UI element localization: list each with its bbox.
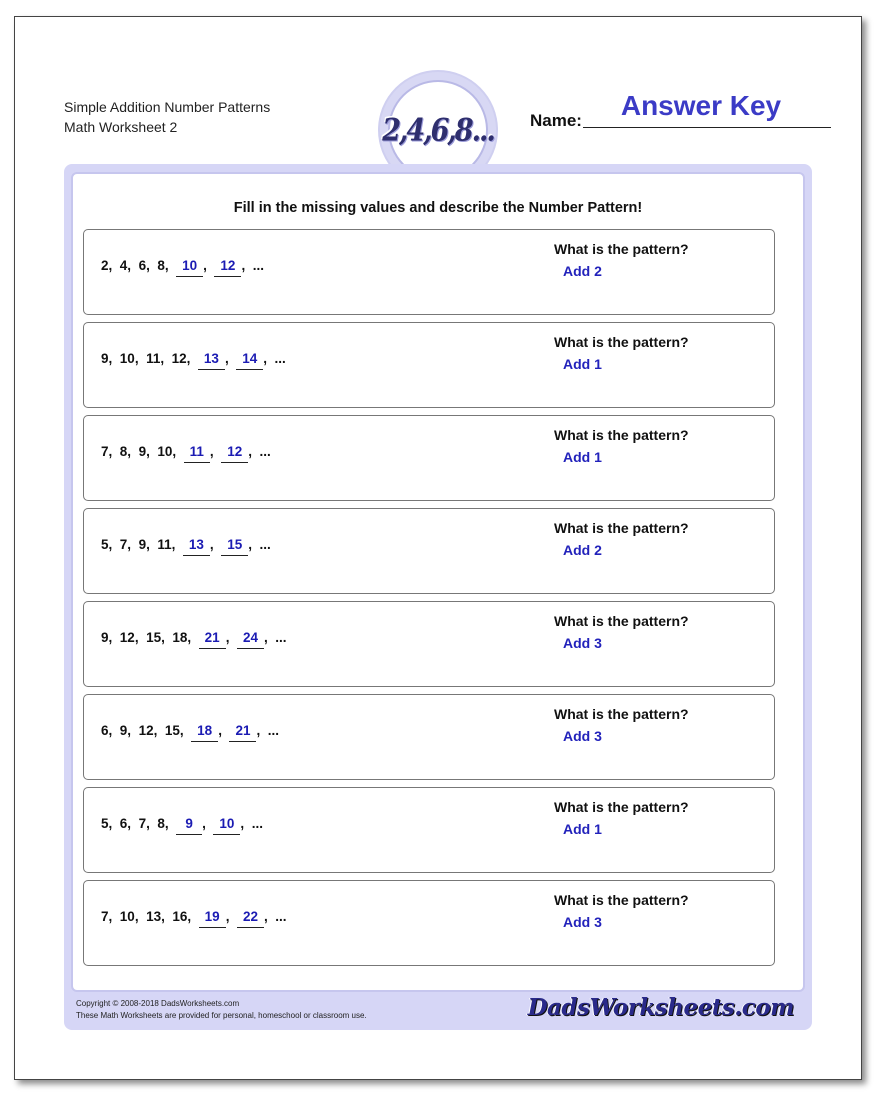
sequence-number: 15 [164, 723, 180, 738]
number-sequence: 9, 10, 11, 12, 13 , 14 , ... [101, 349, 286, 370]
name-field-line [583, 127, 831, 128]
sequence-number: 7 [101, 909, 109, 924]
pattern-answer[interactable]: Add 3 [563, 635, 602, 651]
sequence-number: 4 [119, 258, 128, 273]
answer-blank[interactable]: 12 [214, 256, 241, 277]
sequence-number: 9 [101, 351, 109, 366]
problem-box [83, 787, 775, 873]
sequence-ellipsis: ... [259, 444, 271, 459]
pattern-question: What is the pattern? [554, 613, 689, 629]
sequence-number: 6 [138, 258, 147, 273]
footer-text [76, 998, 367, 1022]
pattern-answer[interactable]: Add 2 [563, 542, 602, 558]
sequence-number: 11 [157, 537, 172, 552]
pattern-answer[interactable]: Add 1 [563, 356, 602, 372]
answer-blank[interactable]: 24 [237, 628, 264, 649]
sequence-logo-text: 2,4,6,8... [382, 112, 494, 148]
brand-logo: DadsWorksheets.com [527, 994, 794, 1021]
sequence-number: 9 [101, 630, 109, 645]
answer-blank[interactable]: 21 [229, 721, 256, 742]
copyright-text: Copyright © 2008-2018 DadsWorksheets.com [76, 999, 240, 1008]
answer-blank[interactable]: 14 [236, 349, 263, 370]
number-sequence: 5, 7, 9, 11, 13 , 15 , ... [101, 535, 271, 556]
sequence-number: 7 [101, 444, 109, 459]
pattern-answer[interactable]: Add 2 [563, 263, 602, 279]
pattern-question: What is the pattern? [554, 334, 689, 350]
pattern-answer[interactable]: Add 3 [563, 728, 602, 744]
problem-box [83, 415, 775, 501]
sequence-number: 9 [119, 723, 128, 738]
sequence-number: 15 [146, 630, 162, 645]
name-label: Name: [530, 111, 582, 130]
sequence-number: 8 [157, 258, 165, 273]
sequence-number: 18 [172, 630, 188, 645]
answer-blank[interactable]: 12 [221, 442, 248, 463]
sequence-number: 2 [101, 258, 109, 273]
pattern-answer[interactable]: Add 1 [563, 821, 602, 837]
sequence-ellipsis: ... [252, 258, 264, 273]
number-sequence: 7, 8, 9, 10, 11 , 12 , ... [101, 442, 271, 463]
sequence-ellipsis: ... [251, 816, 263, 831]
sequence-number: 7 [119, 537, 128, 552]
pattern-question: What is the pattern? [554, 520, 689, 536]
problem-box [83, 229, 775, 315]
sequence-number: 10 [157, 444, 173, 459]
number-sequence: 6, 9, 12, 15, 18 , 21 , ... [101, 721, 279, 742]
problem-box [83, 508, 775, 594]
sequence-number: 10 [119, 351, 135, 366]
number-sequence: 9, 12, 15, 18, 21 , 24 , ... [101, 628, 287, 649]
sequence-number: 9 [138, 537, 147, 552]
number-sequence: 7, 10, 13, 16, 19 , 22 , ... [101, 907, 287, 928]
answer-blank[interactable]: 19 [199, 907, 226, 928]
sequence-number: 12 [171, 351, 187, 366]
sequence-ellipsis: ... [275, 909, 287, 924]
pattern-answer[interactable]: Add 1 [563, 449, 602, 465]
answer-blank[interactable]: 22 [237, 907, 264, 928]
pattern-question: What is the pattern? [554, 427, 689, 443]
sequence-number: 10 [119, 909, 135, 924]
sequence-number: 8 [157, 816, 165, 831]
answer-blank[interactable]: 15 [221, 535, 248, 556]
problem-box [83, 322, 775, 408]
sequence-number: 16 [172, 909, 188, 924]
answer-blank[interactable]: 13 [198, 349, 225, 370]
sequence-ellipsis: ... [275, 630, 287, 645]
problem-box [83, 694, 775, 780]
worksheet-title: Simple Addition Number Patterns [64, 99, 271, 115]
number-sequence: 5, 6, 7, 8, 9 , 10 , ... [101, 814, 263, 835]
sequence-number: 12 [138, 723, 154, 738]
answer-blank[interactable]: 13 [183, 535, 210, 556]
sequence-ellipsis: ... [259, 537, 271, 552]
answer-blank[interactable]: 10 [213, 814, 240, 835]
answer-blank[interactable]: 10 [176, 256, 203, 277]
pattern-question: What is the pattern? [554, 241, 689, 257]
sequence-ellipsis: ... [267, 723, 280, 738]
sequence-number: 8 [119, 444, 128, 459]
sequence-number: 6 [119, 816, 128, 831]
pattern-question: What is the pattern? [554, 892, 689, 908]
sequence-number: 5 [101, 816, 109, 831]
sequence-number: 9 [138, 444, 147, 459]
instructions: Fill in the missing values and describe the Number Pattern! [233, 200, 643, 216]
pattern-answer[interactable]: Add 3 [563, 914, 602, 930]
answer-key-label: Answer Key [620, 90, 782, 121]
answer-blank[interactable]: 18 [191, 721, 218, 742]
pattern-question: What is the pattern? [554, 799, 689, 815]
sequence-number: 7 [138, 816, 147, 831]
answer-blank[interactable]: 9 [176, 814, 202, 835]
sequence-number: 11 [146, 351, 161, 366]
sequence-number: 6 [101, 723, 109, 738]
number-sequence: 2, 4, 6, 8, 10 , 12 , ... [101, 256, 264, 277]
sequence-number: 12 [119, 630, 135, 645]
usage-note: These Math Worksheets are provided for personal, homeschool or classroom use. [76, 1011, 367, 1020]
problem-box [83, 880, 775, 966]
worksheet-subtitle: Math Worksheet 2 [64, 119, 178, 135]
pattern-question: What is the pattern? [554, 706, 689, 722]
sequence-ellipsis: ... [274, 351, 286, 366]
problem-box [83, 601, 775, 687]
answer-blank[interactable]: 11 [184, 442, 210, 463]
sequence-number: 13 [146, 909, 162, 924]
sequence-number: 5 [101, 537, 109, 552]
worksheet-title-block [64, 97, 270, 137]
answer-blank[interactable]: 21 [199, 628, 226, 649]
